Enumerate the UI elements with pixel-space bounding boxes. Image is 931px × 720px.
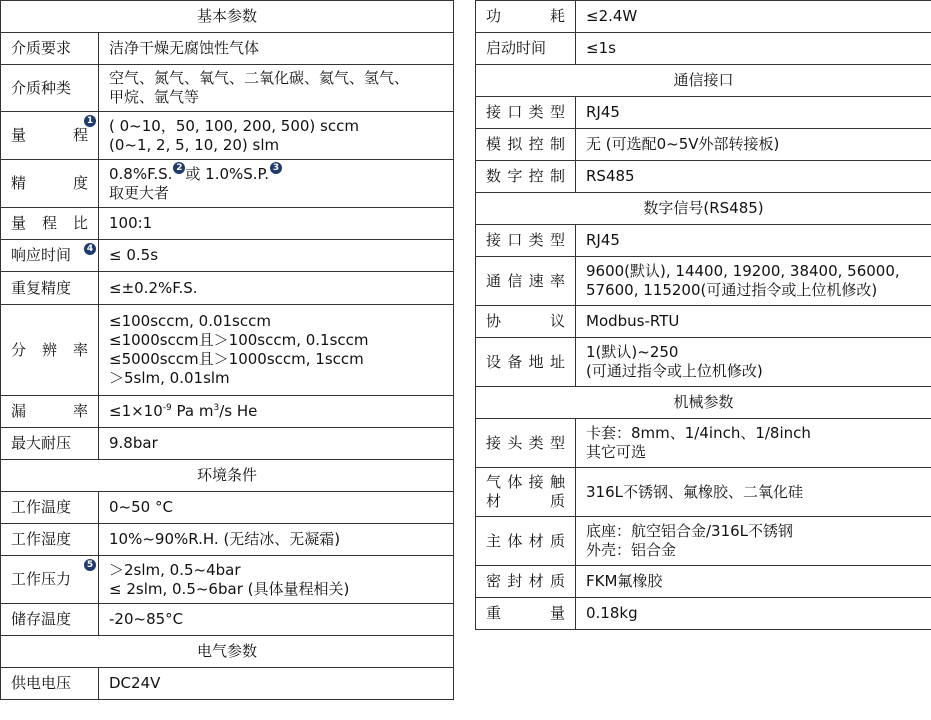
spec-value-line: 57600, 115200(可通过指令或上位机修改)	[586, 281, 878, 299]
spec-value-cell	[576, 225, 931, 257]
spec-label: 数字控制	[486, 167, 565, 185]
value-part: 或 1.0%S.P.	[185, 164, 270, 183]
footnote-badge: 5	[84, 559, 96, 571]
spec-label-cell	[1, 524, 99, 556]
spec-label-cell	[476, 225, 576, 257]
spec-row	[1, 604, 454, 636]
spec-label: 储存温度	[11, 610, 72, 628]
spec-value-line: FKM氟橡胶	[586, 572, 663, 590]
spec-value-line: ＞2slm, 0.5~4bar	[109, 560, 241, 579]
section-header-row	[1, 636, 454, 668]
spec-label-cell	[1, 305, 99, 396]
spec-label-cell	[476, 517, 576, 566]
spec-table-right	[475, 0, 931, 630]
spec-value-cell	[576, 566, 931, 598]
spec-value-line: 9600(默认), 14400, 19200, 38400, 56000,	[586, 262, 900, 280]
spec-value-cell	[576, 1, 931, 33]
spec-value-cell	[576, 257, 931, 306]
footnote-badge: 3	[270, 162, 282, 174]
spec-label-cell	[476, 468, 576, 517]
spec-label-cell	[476, 419, 576, 468]
spec-label-line: 气体接触	[486, 473, 565, 491]
spec-value-line: 空气、氮气、氧气、二氧化碳、氦气、氢气、	[109, 69, 410, 87]
spec-value-cell	[99, 272, 454, 305]
spec-label: 最大耐压	[11, 434, 72, 452]
spec-value-line: 9.8bar	[109, 434, 158, 452]
spec-value-line: 洁净干燥无腐蚀性气体	[109, 39, 260, 57]
spec-value-line	[109, 402, 443, 421]
spec-label: 量 程 比	[11, 214, 88, 232]
spec-label: 启动时间	[486, 39, 547, 57]
spec-value-cell	[576, 338, 931, 387]
spec-row	[1, 428, 454, 460]
spec-value-line: (可通过指令或上位机修改)	[586, 362, 763, 380]
section-title: 机械参数	[476, 387, 931, 419]
spec-value-line: ≤1s	[586, 39, 616, 57]
spec-label-cell	[476, 306, 576, 338]
section-title: 环境条件	[1, 460, 454, 492]
spec-label: 量 程	[11, 126, 88, 144]
spec-row	[1, 272, 454, 305]
spec-row	[476, 517, 931, 566]
spec-label: 响应时间	[11, 246, 72, 264]
spec-label: 重复精度	[11, 278, 72, 297]
section-header-row	[476, 387, 931, 419]
spec-row	[1, 112, 454, 160]
section-title: 电气参数	[1, 636, 454, 668]
spec-value-line: ≤5000sccm且＞1000sccm, 1sccm	[109, 350, 364, 368]
spec-value-line: 100:1	[109, 214, 153, 232]
spec-row	[1, 33, 454, 65]
value-part: ≤1×10	[109, 402, 163, 420]
spec-value-cell	[576, 468, 931, 517]
spec-value-line: ≤1000sccm且＞100sccm, 0.1sccm	[109, 331, 369, 349]
spec-label: 功 耗	[486, 7, 565, 25]
spec-label-cell	[476, 566, 576, 598]
footnote-badge: 2	[173, 162, 185, 174]
section-header-row	[476, 65, 931, 97]
spec-value-line: ≤ 0.5s	[109, 246, 159, 264]
spec-row	[1, 160, 454, 208]
spec-table-left	[0, 0, 454, 700]
spec-value-cell	[576, 33, 931, 65]
section-header-row	[476, 193, 931, 225]
spec-value-line: (0~1, 2, 5, 10, 20) slm	[109, 135, 280, 154]
section-header-row	[1, 460, 454, 492]
spec-value-cell	[99, 556, 454, 604]
spec-label-cell	[1, 492, 99, 524]
spec-value-cell	[99, 524, 454, 556]
spec-value-cell	[99, 33, 454, 65]
spec-label-cell	[1, 556, 99, 604]
spec-row	[476, 419, 931, 468]
spec-row	[1, 305, 454, 396]
spec-value-line: RS485	[586, 167, 635, 185]
spec-row	[1, 396, 454, 428]
spec-value-line: 无 (可选配0~5V外部转接板)	[586, 135, 780, 153]
spec-label: 供电电压	[11, 674, 72, 692]
spec-value-line: ≤±0.2%F.S.	[109, 278, 198, 297]
spec-value-cell	[99, 668, 454, 700]
spec-value-line: ≤ 2slm, 0.5~6bar (具体量程相关)	[109, 579, 350, 598]
spec-row	[476, 566, 931, 598]
spec-label-cell	[1, 160, 99, 208]
spec-label-cell	[476, 161, 576, 193]
spec-row	[476, 33, 931, 65]
spec-value-cell	[576, 97, 931, 129]
spec-row	[476, 338, 931, 387]
spec-value-line: -20~85°C	[109, 610, 184, 628]
spec-row	[476, 306, 931, 338]
spec-label: 设备地址	[486, 352, 565, 371]
spec-value-cell	[576, 517, 931, 566]
spec-label-cell	[1, 396, 99, 428]
spec-value-line: RJ45	[586, 231, 620, 249]
spec-label: 接口类型	[486, 103, 565, 121]
section-header-row	[1, 1, 454, 33]
spec-value-line	[109, 162, 443, 184]
spec-value-line: 316L不锈钢、氟橡胶、二氧化硅	[586, 482, 803, 501]
spec-value-cell	[576, 161, 931, 193]
spec-value-line: 0.18kg	[586, 604, 638, 622]
spec-row	[1, 556, 454, 604]
spec-value-line: 1(默认)~250	[586, 343, 679, 361]
spec-value-line: 底座：航空铝合金/316L不锈钢	[586, 522, 794, 540]
spec-label-cell	[1, 272, 99, 305]
spec-value-cell	[99, 428, 454, 460]
spec-label: 接口类型	[486, 231, 565, 249]
value-part: 0.8%F.S.	[109, 164, 173, 183]
spec-value-line: ≤100sccm, 0.01sccm	[109, 312, 271, 330]
spec-value-cell	[576, 419, 931, 468]
spec-value-cell	[99, 492, 454, 524]
spec-label: 通信速率	[486, 271, 565, 290]
spec-value-line: 卡套：8mm、1/4inch、1/8inch	[586, 424, 811, 442]
spec-value-line: ＞5slm, 0.01slm	[109, 369, 230, 387]
spec-label: 主体材质	[486, 531, 565, 550]
value-part: Pa m	[171, 402, 214, 420]
spec-row	[476, 598, 931, 630]
value-part: /s He	[219, 402, 258, 420]
spec-row	[476, 161, 931, 193]
spec-label: 密封材质	[486, 572, 565, 590]
spec-label-cell	[1, 240, 99, 272]
spec-label-cell	[476, 33, 576, 65]
section-title: 通信接口	[476, 65, 931, 97]
spec-row	[476, 257, 931, 306]
spec-label: 精 度	[11, 174, 88, 192]
exponent: 3	[213, 403, 220, 413]
spec-value-cell	[99, 112, 454, 160]
spec-label-cell	[476, 97, 576, 129]
spec-label-cell	[1, 668, 99, 700]
spec-label: 介质要求	[11, 39, 72, 57]
spec-value-line: ≤2.4W	[586, 7, 638, 25]
spec-value-cell	[99, 65, 454, 112]
spec-row	[1, 65, 454, 112]
spec-value-line: 其它可选	[586, 443, 647, 461]
spec-value-line: RJ45	[586, 103, 620, 121]
spec-row	[476, 1, 931, 33]
exponent: -9	[162, 403, 172, 413]
spec-label-cell	[1, 428, 99, 460]
section-title: 数字信号(RS485)	[476, 193, 931, 225]
spec-value-line: 10%~90%R.H. (无结冰、无凝霜)	[109, 530, 341, 548]
footnote-badge: 1	[84, 115, 96, 127]
spec-label: 重 量	[486, 604, 565, 622]
spec-value-cell	[576, 598, 931, 630]
spec-label-cell	[1, 112, 99, 160]
spec-label-cell	[1, 604, 99, 636]
spec-value-line: 取更大者	[109, 183, 170, 202]
spec-row	[1, 208, 454, 240]
spec-label: 工作压力	[11, 570, 72, 588]
spec-value-cell	[99, 396, 454, 428]
spec-label-cell	[1, 208, 99, 240]
spec-label-cell	[476, 1, 576, 33]
spec-value-cell	[99, 240, 454, 272]
spec-value-line: ( 0~10，50, 100, 200, 500) sccm	[109, 116, 359, 135]
spec-label: 漏 率	[11, 402, 88, 420]
spec-row	[1, 492, 454, 524]
spec-label: 介质种类	[11, 78, 72, 97]
spec-label-line: 材 质	[486, 492, 565, 510]
spec-label: 协 议	[486, 312, 565, 330]
spec-value-line: DC24V	[109, 674, 161, 692]
spec-label-cell	[476, 129, 576, 161]
spec-label: 分 辨 率	[11, 340, 88, 359]
spec-value-line: 外壳：铝合金	[586, 541, 677, 559]
spec-value-line: 甲烷、氩气等	[109, 88, 200, 106]
spec-row	[476, 129, 931, 161]
spec-value-cell	[576, 129, 931, 161]
spec-row	[476, 468, 931, 517]
footnote-badge: 4	[84, 243, 96, 255]
spec-value-cell	[99, 160, 454, 208]
spec-value-cell	[99, 604, 454, 636]
spec-value-line: 0~50 °C	[109, 498, 173, 516]
spec-label-cell	[476, 257, 576, 306]
spec-label-cell	[1, 65, 99, 112]
spec-label: 接头类型	[486, 433, 565, 452]
spec-row	[1, 524, 454, 556]
spec-label: 模拟控制	[486, 135, 565, 153]
spec-label-cell	[1, 33, 99, 65]
spec-label-cell	[476, 338, 576, 387]
spec-label: 工作湿度	[11, 530, 72, 548]
spec-row	[476, 97, 931, 129]
spec-row	[1, 240, 454, 272]
section-title: 基本参数	[1, 1, 454, 33]
spec-value-cell	[576, 306, 931, 338]
spec-row	[1, 668, 454, 700]
spec-value-cell	[99, 208, 454, 240]
spec-value-cell	[99, 305, 454, 396]
spec-value-line: Modbus-RTU	[586, 312, 680, 330]
spec-label: 工作温度	[11, 498, 72, 516]
spec-label-cell	[476, 598, 576, 630]
spec-row	[476, 225, 931, 257]
